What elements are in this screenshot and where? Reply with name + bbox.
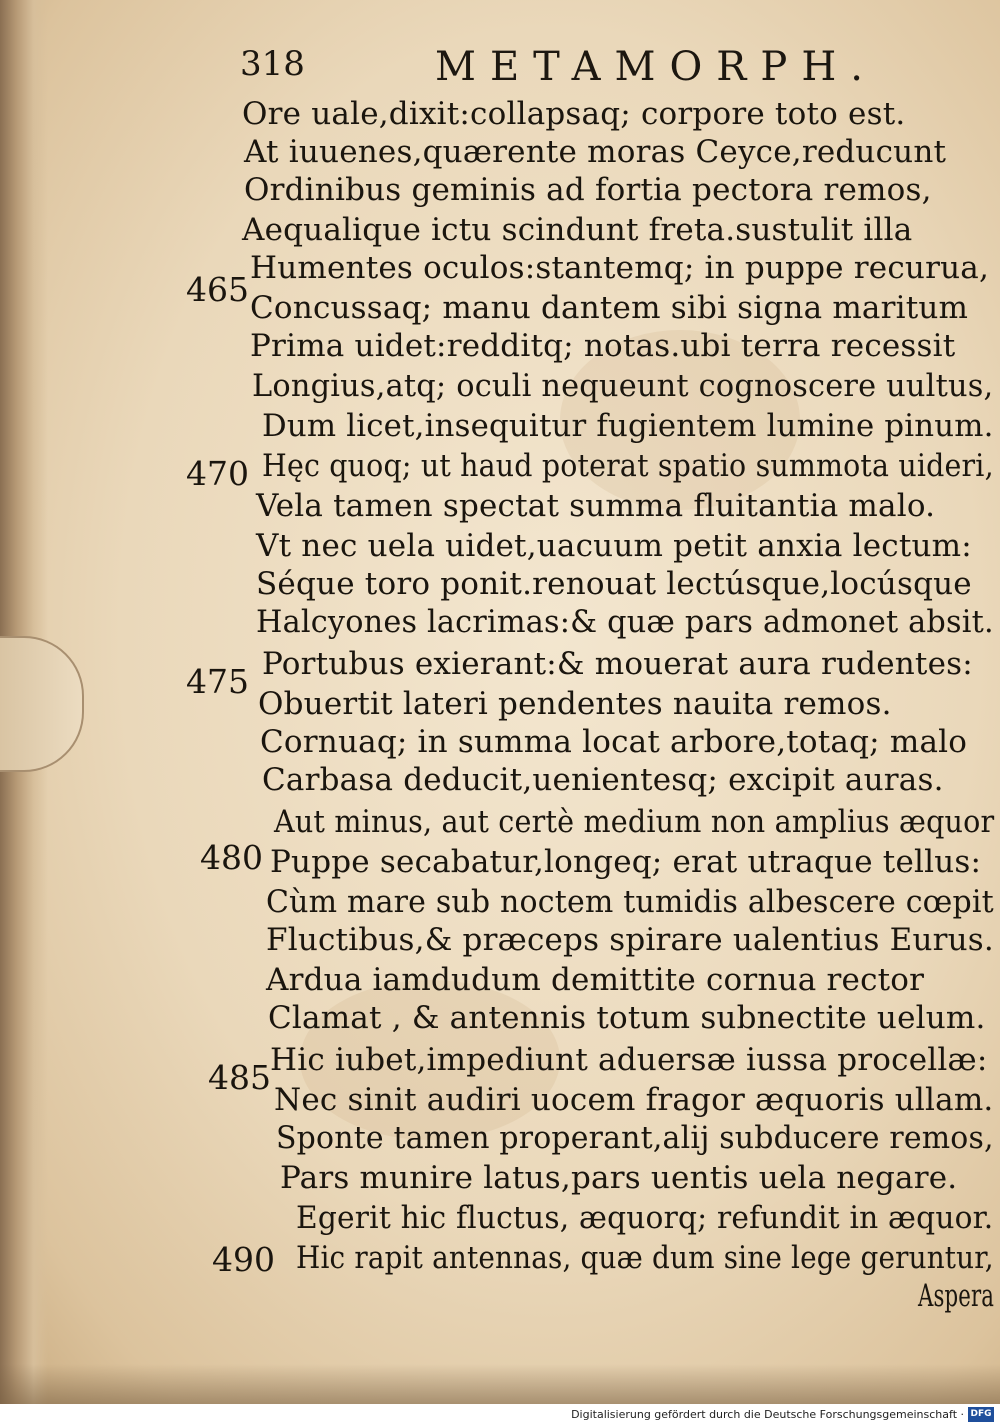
verse-line: Hic iubet,impediunt aduersæ iussa procellæ: bbox=[270, 1042, 988, 1078]
verse-line: Ore uale,dixit:collapsaq; corpore toto est. bbox=[242, 96, 906, 132]
verse-line: Clamat , & antennis totum subnectite uelum. bbox=[268, 1000, 986, 1036]
verse-line: Obuertit lateri pendentes nauita remos. bbox=[258, 686, 892, 722]
dfg-logo-icon: DFG bbox=[968, 1407, 994, 1422]
verse-line: Puppe secabatur,longeq; erat utraque tellus: bbox=[270, 844, 982, 880]
line-number: 480 bbox=[200, 838, 263, 877]
verse-line: Ardua iamdudum demittite cornua rector bbox=[266, 962, 925, 998]
verse-line: Cùm mare sub noctem tumidis albescere cœpit bbox=[266, 884, 994, 920]
verse-line: Humentes oculos:stantemq; in puppe recurua, bbox=[250, 250, 989, 286]
line-number: 465 bbox=[186, 270, 249, 309]
line-number: 485 bbox=[208, 1058, 271, 1097]
verse-line: Longius,atq; oculi nequeunt cognoscere uultus, bbox=[252, 368, 994, 404]
footer-credit: Digitalisierung gefördert durch die Deutsche Forschungsgemeinschaft · bbox=[571, 1408, 964, 1421]
line-number: 470 bbox=[186, 454, 249, 493]
verse-line: Sponte tamen properant,alij subducere remos, bbox=[276, 1120, 994, 1156]
verse-line: Ordinibus geminis ad fortia pectora remos, bbox=[244, 172, 932, 208]
page-header bbox=[240, 44, 880, 94]
digitization-footer bbox=[0, 1404, 1000, 1426]
line-number: 490 bbox=[212, 1240, 275, 1279]
verse-line: Concussaq; manu dantem sibi signa maritum bbox=[250, 290, 969, 326]
verse-line: Prima uidet:redditq; notas.ubi terra recessit bbox=[250, 328, 956, 364]
page-bottom-edge bbox=[0, 1364, 1000, 1404]
verse-line: Carbasa deducit,uenientesq; excipit auras. bbox=[262, 762, 944, 798]
verse-line: Vela tamen spectat summa fluitantia malo. bbox=[256, 488, 936, 524]
catchword: Aspera bbox=[918, 1278, 995, 1314]
verse-line: Dum licet,insequitur fugientem lumine pinum. bbox=[262, 408, 994, 444]
verse-line: Pars munire latus,pars uentis uela negare. bbox=[280, 1160, 958, 1196]
page-tab bbox=[0, 636, 84, 772]
verse-line: Aequalique ictu scindunt freta.sustulit illa bbox=[242, 212, 913, 248]
folio-number: 318 bbox=[240, 44, 305, 84]
verse-line: Egerit hic fluctus, æquorq; refundit in æquor. bbox=[296, 1200, 994, 1236]
verse-line: Hęc quoq; ut haud poterat spatio summota uideri, bbox=[262, 448, 994, 484]
verse-line: Séque toro ponit.renouat lectúsque,locúsque bbox=[256, 566, 972, 602]
line-number: 475 bbox=[186, 662, 249, 701]
verse-line: Nec sinit audiri uocem fragor æquoris ullam. bbox=[274, 1082, 994, 1118]
verse-line: At iuuenes,quærente moras Ceyce,reducunt bbox=[244, 134, 947, 170]
running-title: METAMORPH. bbox=[435, 44, 877, 90]
verse-line: Hic rapit antennas, quæ dum sine lege geruntur, bbox=[296, 1240, 994, 1276]
verse-line: Portubus exierant:& mouerat aura rudentes: bbox=[262, 646, 973, 682]
verse-line: Cornuaq; in summa locat arbore,totaq; malo bbox=[260, 724, 968, 760]
verse-line: Halcyones lacrimas:& quæ pars admonet absit. bbox=[256, 604, 994, 640]
verse-line: Aut minus, aut certè medium non amplius æquor bbox=[274, 804, 995, 840]
verse-line: Vt nec uela uidet,uacuum petit anxia lectum: bbox=[256, 528, 972, 564]
verse-line: Fluctibus,& præceps spirare ualentius Eurus. bbox=[266, 922, 994, 958]
